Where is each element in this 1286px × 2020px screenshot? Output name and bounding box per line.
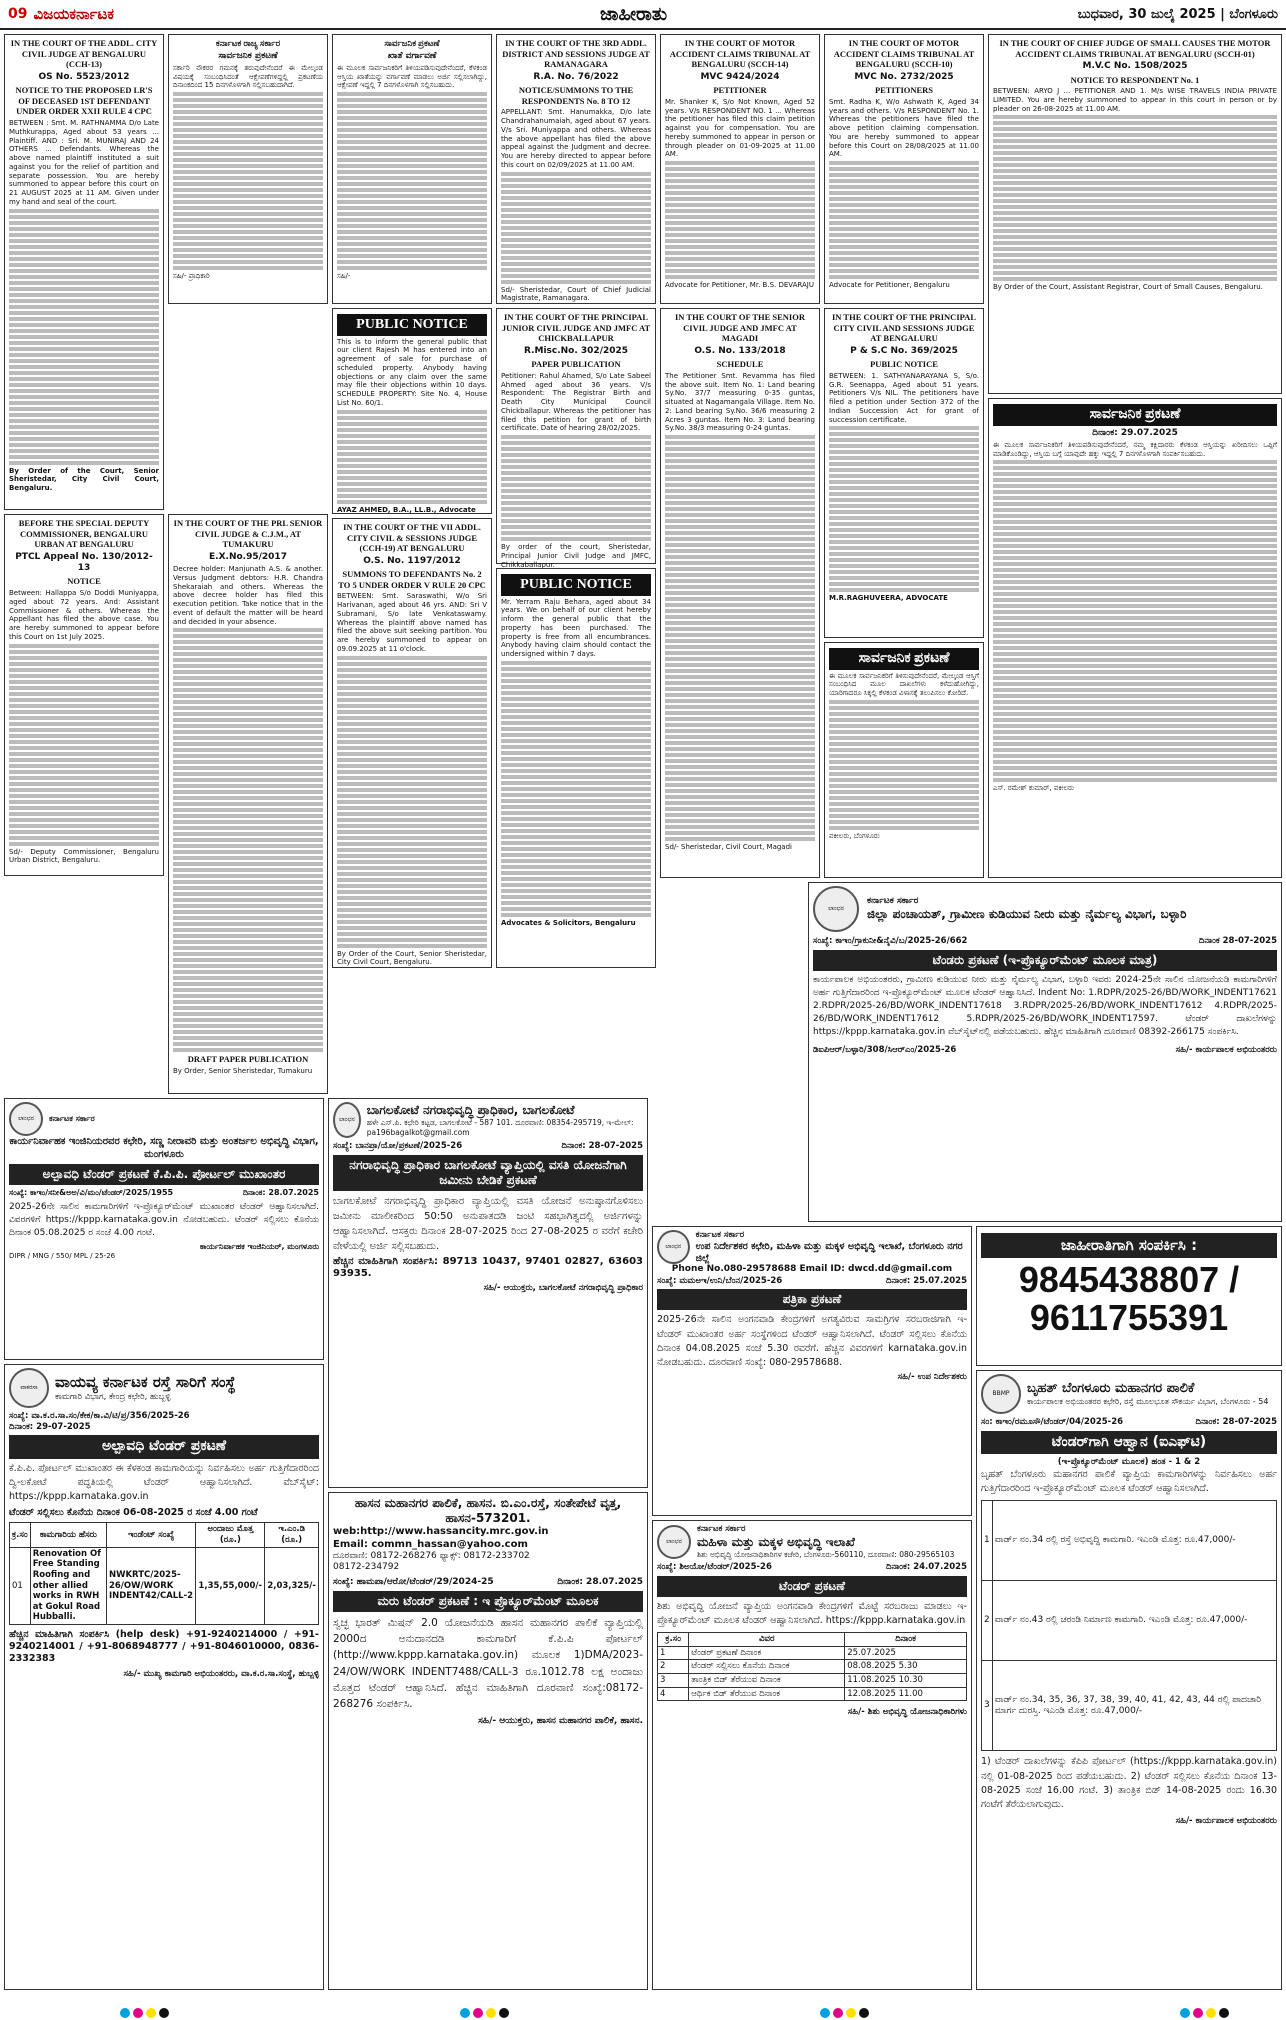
notice-body: The Petitioner Smt. Revamma has filed the above suit. Item No. 1: Land bearing Sy.No. 37/7 measuring 0-35 guntas, situated at Nagamangala Village. Item No. 2: Land bearing Sy.No. 36/6 measuring 2 Acres 3 guntas. Item No. 3: Land bearing Sy.No. 38/3 measuring 0-24 guntas. bbox=[665, 371, 815, 433]
tender-sign: ಸಹಿ/- ಕಾರ್ಯಪಾಲಕ ಅಭಿಯಂತರರು bbox=[1175, 1816, 1277, 1827]
notice-psc-369 bbox=[824, 308, 984, 638]
org-phone: ದೂರವಾಣಿ: 08172-268276 ಫ್ಯಾಕ್ಸ್: 08172-233702 bbox=[333, 1551, 530, 1561]
ref-date: ದಿನಾಂಕ 28-07-2025 bbox=[1198, 936, 1277, 946]
govt-label: ಕರ್ನಾಟಕ ಸರ್ಕಾರ bbox=[695, 1230, 745, 1240]
mangaluru-tender bbox=[4, 1098, 324, 1360]
notice-body: Petitioner: Rahul Ahamed, S/o Late Sabeel Ahmed aged about 36 years. V/s Respondent: The Registrar Birth and Death City Municipal Council Chickballapur. Whereas the petitioner has filed this petition for grant of birth certificate. Date of hearing 28/02/2025. bbox=[501, 371, 651, 433]
karnataka-emblem-icon: ಲಾಂಛನ bbox=[657, 1525, 691, 1559]
col-header: ದಿನಾಂಕ bbox=[845, 1633, 967, 1647]
paper-name: ವಿಜಯಕರ್ನಾಟಕ bbox=[33, 5, 115, 23]
yellow-dot-icon bbox=[146, 2008, 156, 2018]
notice-os-5523 bbox=[4, 34, 164, 510]
cyan-dot-icon bbox=[1180, 2008, 1190, 2018]
ref-date: ದಿನಾಂಕ: 25.07.2025 bbox=[886, 1275, 967, 1286]
notice-title: PETITIONERS bbox=[874, 85, 934, 96]
notice-case: OS No. 5523/2012 bbox=[38, 71, 130, 82]
notice-body: BETWEEN: 1. SATHYANARAYANA S, S/o. G.R. Seenappa, Aged about 51 years. Petitioners V/s NIL. The petitioners have filed a petition under Section 372 of the Indian Succession Act for grant of succession certificate. bbox=[829, 371, 979, 424]
public-notice-2 bbox=[496, 568, 656, 968]
notice-sign: ವಕೀಲರು, ಬೆಂಗಳೂರು bbox=[829, 831, 880, 840]
yellow-dot-icon bbox=[486, 2008, 496, 2018]
works-table bbox=[981, 1500, 1277, 1751]
notice-sign: By Order of the Court, Senior Sheristedar, City Civil Court, Bengaluru. bbox=[9, 466, 159, 492]
notice-sign: AYAZ AHMED, B.A., LL.B., Advocate bbox=[337, 505, 476, 514]
notice-title: NOTICE/SUMMONS TO THE RESPONDENTS No. 8 TO 12 bbox=[518, 85, 634, 106]
notice-court: BEFORE THE SPECIAL DEPUTY COMMISSIONER, BENGALURU URBAN AT BENGALURU bbox=[18, 518, 150, 550]
table-cell: ವಾರ್ಡ್ ನಂ.43 ರಲ್ಲಿ ಚರಂಡಿ ನಿರ್ಮಾಣ ಕಾಮಗಾರಿ. ಇಎಂಡಿ ಮೊತ್ತ: ರೂ.47,000/- bbox=[992, 1581, 1276, 1661]
notice-kannada-2 bbox=[332, 34, 492, 304]
govt-label: ಕರ್ನಾಟಕ ಸರ್ಕಾರ bbox=[49, 1114, 95, 1123]
notice-court: ಸಾರ್ವಜನಿಕ ಪ್ರಕಟಣೆ bbox=[384, 38, 440, 48]
col-header: ವಿವರ bbox=[689, 1633, 845, 1647]
ref-number: ಸಂಖ್ಯೆ: ಬಾನಪ್ರಾ/ಯೋ/ಪ್ರಕಟಣೆ/2025-26 bbox=[333, 1141, 463, 1151]
tender-body: ಶಿಶು ಅಭಿವೃದ್ಧಿ ಯೋಜನೆ ವ್ಯಾಪ್ತಿಯ ಅಂಗನವಾಡಿ ಕೇಂದ್ರಗಳಿಗೆ ಮೊಟ್ಟೆ ಸರಬರಾಜು ಮಾಡಲು ಇ-ಪ್ರೊಕ್ಯೂರ್‌ಮೆಂಟ್ ಮೂಲಕ ಟೆಂಡರ್ ಆಹ್ವಾನಿಸಲಾಗಿದೆ. https://kppp.karnataka.gov.in bbox=[657, 1600, 967, 1626]
notice-body: ಈ ಮೂಲಕ ಸಾರ್ವಜನಿಕರಿಗೆ ತಿಳಿಯಪಡಿಸುವುದೇನೆಂದರೆ, ನಮ್ಮ ಕಕ್ಷಿದಾರರು ಕೆಳಕಂಡ ಆಸ್ತಿಯನ್ನು ಖರೀದಿಸಲು ಒಪ್ಪಿಗೆ ಮಾಡಿಕೊಂಡಿದ್ದು, ಆಸ್ತಿಯ ಬಗ್ಗೆ ಯಾವುದೇ ಹಕ್ಕು ಇದ್ದಲ್ಲಿ 7 ದಿನಗಳೊಳಗಾಗಿ ಸಂಪರ್ಕಿಸಬಹುದು. bbox=[993, 440, 1277, 458]
notice-title: SCHEDULE bbox=[716, 359, 764, 370]
tender-title: ಅಲ್ಪಾವಧಿ ಟೆಂಡರ್ ಪ್ರಕಟಣೆ bbox=[9, 1435, 319, 1459]
ref-number: ಸಂ: ಕಾಇಂ/ರಮೂಸೌ/ಟೆಂಡರ್/04/2025-26 bbox=[981, 1417, 1124, 1427]
tender-deadline: ಟೆಂಡರ್ ಸಲ್ಲಿಸಲು ಕೊನೆಯ ದಿನಾಂಕ 06-08-2025 ರ ಸಂಜೆ 4.00 ಗಂಟೆ bbox=[9, 1506, 258, 1518]
tender-subtitle: (ಇ-ಪ್ರೊಕ್ಯೂರ್‌ಮೆಂಟ್ ಮೂಲಕ) ಹಂತ - 1 & 2 bbox=[1057, 1457, 1201, 1468]
yellow-dot-icon bbox=[846, 2008, 856, 2018]
yellow-dot-icon bbox=[1206, 2008, 1216, 2018]
notice-court: ಕರ್ನಾಟಕ ರಾಜ್ಯ ಸರ್ಕಾರ bbox=[215, 38, 281, 48]
ref-date: ದಿನಾಂಕ: 28.07.2025 bbox=[557, 1576, 643, 1587]
karnataka-emblem-icon: ಲಾಂಛನ bbox=[9, 1102, 43, 1136]
table-cell: 1 bbox=[658, 1646, 689, 1660]
tender-body: ಬೃಹತ್ ಬೆಂಗಳೂರು ಮಹಾನಗರ ಪಾಲಿಕೆ ವ್ಯಾಪ್ತಿಯ ಕಾಮಗಾರಿಗಳನ್ನು ನಿರ್ವಹಿಸಲು ಅರ್ಹ ಗುತ್ತಿಗೆದಾರರಿಂದ ಇ-ಪ್ರೊಕ್ಯೂರ್‌ಮೆಂಟ್ ಮೂಲಕ ಟೆಂಡರ್ ಆಹ್ವಾನಿಸಲಾಗಿದೆ. bbox=[981, 1468, 1277, 1494]
tender-sign: ಸಹಿ/- ಕಾರ್ಯಪಾಲಕ ಅಭಿಯಂತರರು bbox=[1175, 1044, 1277, 1055]
section-title: ಜಾಹೀರಾತು bbox=[600, 4, 668, 25]
nwkrtc-logo-icon: ವಾಕರಸಾ bbox=[9, 1368, 49, 1408]
ref-date: ದಿನಾಂಕ: 28-07-2025 bbox=[1195, 1417, 1277, 1427]
notice-sign: ಸಹಿ/- ಉಪ ನಿರ್ದೇಶಕರು bbox=[897, 1372, 967, 1383]
table-cell: 11.08.2025 10.30 bbox=[845, 1674, 967, 1688]
notice-case: ಸಾರ್ವಜನಿಕ ಪ್ರಕಟಣೆ bbox=[218, 50, 278, 61]
table-cell: 12.08.2025 11.00 bbox=[845, 1687, 967, 1701]
notice-title: PUBLIC NOTICE bbox=[870, 359, 938, 370]
contact-numbers: ಹೆಚ್ಚಿನ ಮಾಹಿತಿಗಾಗಿ ಸಂಪರ್ಕಿಸಿ: 89713 10437, 97401 02827, 63603 93935. bbox=[333, 1255, 643, 1280]
tender-title: ಟೆಂಡರ್ ಪ್ರಕಟಣೆ bbox=[657, 1576, 967, 1597]
table-cell: 3 bbox=[658, 1674, 689, 1688]
notice-body: APPELLANT: Smt. Hanumakka, D/o late Chandrahanumaiah, aged about 67 years. V/s Sri. Muniyappa and others. Whereas the above appellant has filed the above appeal against the Judgment and decree. You are hereby directed to appear before this court on 02/09/2025 at 11.00 AM. bbox=[501, 108, 651, 169]
notice-kannada-1 bbox=[168, 34, 328, 304]
ref-number: ಸಂಖ್ಯೆ: ಶಿಅಯೋ/ಟೆಂಡರ್/2025-26 bbox=[657, 1562, 772, 1572]
dwcd-press-note bbox=[652, 1226, 972, 1516]
notice-rmisc-302 bbox=[496, 308, 656, 569]
public-notice-1 bbox=[332, 308, 492, 514]
table-cell: 25.07.2025 bbox=[845, 1646, 967, 1660]
notice-sign: ಎಸ್. ರಮೇಶ್ ಕುಮಾರ್, ವಕೀಲರು bbox=[993, 784, 1075, 793]
dept-address: ಹಳೇ ಎಸ್.ಪಿ. ಕಛೇರಿ ಕಟ್ಟಡ, ಬಾಗಲಕೋಟೆ - 587 101. ದೂರವಾಣಿ: 08354-295719, ಇ-ಮೇಲ್: pa196bagalkot@gmail.com bbox=[366, 1118, 634, 1137]
tender-sign: ಕಾರ್ಯನಿರ್ವಾಹಕ ಇಂಜಿನಿಯರ್, ಮಂಗಳೂರು bbox=[199, 1242, 319, 1252]
table-cell: 1,35,55,000/- bbox=[196, 1547, 265, 1624]
issue-date: ಬುಧವಾರ, 30 ಜುಲೈ 2025 | ಬೆಂಗಳೂರು bbox=[1077, 6, 1278, 22]
org-name: ಬೃಹತ್ ಬೆಂಗಳೂರು ಮಹಾನಗರ ಪಾಲಿಕೆ bbox=[1027, 1380, 1195, 1396]
ref-number: ಸಂಖ್ಯೆ: ಮಮಅಇ/ಉನಿ/ಬೆಂನ/2025-26 bbox=[657, 1275, 783, 1286]
notice-title: PAPER PUBLICATION bbox=[531, 359, 621, 370]
magenta-dot-icon bbox=[1193, 2008, 1203, 2018]
org-email[interactable]: Email: commn_hassan@yahoo.com bbox=[333, 1538, 528, 1550]
notice-case: O.S. No. 133/2018 bbox=[694, 345, 786, 356]
notice-court: IN THE COURT OF CHIEF JUDGE OF SMALL CAUSES THE MOTOR ACCIDENT CLAIMS TRIBUNAL AT BENGALURU (SCCH-01) bbox=[999, 38, 1271, 59]
notice-court: IN THE COURT OF THE 3RD ADDL. DISTRICT AND SESSIONS JUDGE AT RAMANAGARA bbox=[502, 38, 650, 70]
ref-date: ದಿನಾಂಕ: 29-07-2025 bbox=[9, 1421, 91, 1432]
notice-case: E.X.No.95/2017 bbox=[209, 551, 287, 562]
table-row bbox=[982, 1581, 1277, 1661]
cyan-dot-icon bbox=[120, 2008, 130, 2018]
tender-sign: ಸಹಿ/- ಶಿಶು ಅಭಿವೃದ್ಧಿ ಯೋಜನಾಧಿಕಾರಿಗಳು bbox=[847, 1707, 967, 1718]
notice-title: NOTICE TO RESPONDENT No. 1 bbox=[1070, 74, 1200, 85]
black-dot-icon bbox=[1219, 2008, 1229, 2018]
tender-sign: ಸಹಿ/- ಆಯುಕ್ತರು, ಹಾಸನ ಮಹಾನಗರ ಪಾಲಿಕೆ, ಹಾಸನ. bbox=[478, 1716, 643, 1727]
tender-table bbox=[9, 1522, 319, 1625]
notice-kannada-4 bbox=[824, 642, 984, 878]
dipr-code: ಡಿಐಪಿಆರ್/ಬಳ್ಳಾರಿ/308/ಸಿಆರ್‌ಎಂ/2025-26 bbox=[813, 1044, 957, 1055]
table-row bbox=[658, 1687, 967, 1701]
bbmp-tender bbox=[976, 1370, 1282, 1990]
org-sub: ಕಾರ್ಯಪಾಲಕ ಅಭಿಯಂತರರ ಕಛೇರಿ, ರಸ್ತೆ ಮೂಲಭೂತ ಸೌಕರ್ಯ ವಿಭಾಗ, ಬೆಂಗಳೂರು - 54 bbox=[1027, 1397, 1269, 1407]
cyan-dot-icon bbox=[820, 2008, 830, 2018]
org-name: ವಾಯವ್ಯ ಕರ್ನಾಟಕ ರಸ್ತೆ ಸಾರಿಗೆ ಸಂಸ್ಥೆ bbox=[55, 1373, 236, 1392]
notice-sign: By Order of the Court, Senior Sheristedar, City Civil Court, Bengaluru. bbox=[337, 949, 487, 967]
notice-ex-95 bbox=[168, 514, 328, 1094]
notice-heading: PUBLIC NOTICE bbox=[501, 574, 651, 596]
table-row bbox=[982, 1661, 1277, 1751]
notice-mvc-1508 bbox=[988, 34, 1282, 394]
notice-mvc-2732 bbox=[824, 34, 984, 304]
table-cell: 01 bbox=[10, 1547, 31, 1624]
tender-title: ಅಲ್ಪಾವಧಿ ಟೆಂಡರ್ ಪ್ರಕಟಣೆ ಕೆ.ಪಿ.ಪಿ. ಪೋರ್ಟಲ್ ಮುಖಾಂತರ bbox=[9, 1164, 319, 1185]
page-number: 09 bbox=[8, 6, 28, 22]
notice-case: MVC 9424/2024 bbox=[700, 71, 780, 82]
table-cell: NWKRTC/2025-26/OW/WORK INDENT42/CALL-2 bbox=[106, 1547, 195, 1624]
ref-number: ಸಂಖ್ಯೆ: ಕಾಇಂ/ಗ್ರಾಕುನೀ&ನೈವಿ/ಬ/2025-26/662 bbox=[813, 936, 968, 946]
table-cell: ಆರ್ಥಿಕ ಬಿಡ್ ತೆರೆಯುವ ದಿನಾಂಕ bbox=[689, 1687, 845, 1701]
notice-sign: Advocate for Petitioner, Bengaluru bbox=[829, 281, 950, 289]
ballari-tender bbox=[808, 882, 1282, 1222]
notice-sign: ಸಹಿ/- ಪ್ರಾಧಿಕಾರಿ bbox=[173, 272, 210, 281]
nwkrtc-tender bbox=[4, 1364, 324, 1990]
dept-name: ಜಿಲ್ಲಾ ಪಂಚಾಯತ್, ಗ್ರಾಮೀಣ ಕುಡಿಯುವ ನೀರು ಮತ್ತು ನೈರ್ಮಲ್ಯ ವಿಭಾಗ, ಬಳ್ಳಾರಿ bbox=[867, 907, 1187, 922]
dept-name: ಮಹಿಳಾ ಮತ್ತು ಮಕ್ಕಳ ಅಭಿವೃದ್ಧಿ ಇಲಾಖೆ bbox=[697, 1534, 855, 1549]
notice-body: BETWEEN: ARYO J ... PETITIONER AND 1. M/s WISE TRAVELS INDIA PRIVATE LIMITED. You are hereby summoned to appear in this court in person or by pleader on 26-08-2025 at 11.00 AM. bbox=[993, 87, 1277, 113]
dipr-code: DIPR / MNG / 550/ MPL / 25-26 bbox=[9, 1252, 116, 1261]
notice-body: Decree holder: Manjunath A.S. & another. Versus Judgment debtors: H.R. Chandra Shekaraiah and others. Whereas the above decree holder has filed this execution petition. Take notice that in the event of default the matter will be heard and decided in your absence. bbox=[173, 565, 323, 626]
dept-name: ಉಪ ನಿರ್ದೇಶಕರ ಕಛೇರಿ, ಮಹಿಳಾ ಮತ್ತು ಮಕ್ಕಳ ಅಭಿವೃದ್ಧಿ ಇಲಾಖೆ, ಬೆಂಗಳೂರು ನಗರ ಜಿಲ್ಲೆ bbox=[695, 1240, 963, 1264]
notice-court: IN THE COURT OF THE PRINCIPAL JUNIOR CIVIL JUDGE AND JMFC AT CHICKBALLAPUR bbox=[501, 312, 651, 344]
helpdesk-contact: ಹೆಚ್ಚಿನ ಮಾಹಿತಿಗಾಗಿ ಸಂಪರ್ಕಿಸಿ (help desk) +91-9240214000 / +91-9240214001 / +91-8068948777 / +91-8046010000, 0836-2332383 bbox=[9, 1629, 319, 1664]
notice-case: PTCL Appeal No. 130/2012-13 bbox=[15, 551, 153, 574]
dept-name: ಕಾರ್ಯನಿರ್ವಾಹಕ ಇಂಜಿನಿಯರವರ ಕಛೇರಿ, ಸಣ್ಣ ನೀರಾವರಿ ಮತ್ತು ಅಂತರ್ಜಲ ಅಭಿವೃದ್ಧಿ ವಿಭಾಗ, ಮಂಗಳೂರು bbox=[9, 1136, 319, 1160]
registration-marks bbox=[120, 2008, 169, 2018]
ref-date: ದಿನಾಂಕ: 28-07-2025 bbox=[561, 1141, 643, 1151]
black-dot-icon bbox=[499, 2008, 509, 2018]
notice-ptcl-130 bbox=[4, 514, 164, 876]
notice-case: R.A. No. 76/2022 bbox=[533, 71, 619, 82]
notice-title: DRAFT PAPER PUBLICATION bbox=[187, 1054, 309, 1065]
table-cell: 2,03,325/- bbox=[265, 1547, 319, 1624]
registration-marks bbox=[460, 2008, 509, 2018]
notice-body: This is to inform the general public that our client Rajesh M has entered into an agreement of sale for purchase of scheduled property. Anybody having objections or any claim over the same may file their objections within 10 days. SCHEDULE PROPERTY: Site No. 4, House List No. 60/1. bbox=[337, 337, 487, 407]
notice-body: BETWEEN: Smt. Saraswathi, W/o Sri Harivanan, aged about 46 yrs. AND: Sri V Subramani, S/o late Venkataswamy. Whereas the plaintiff above named has filed the above suit seeking partition. You are hereby summoned to appear on 09.09.2025 at 11 o'clock. bbox=[337, 592, 487, 653]
tender-body: 2025-26ನೇ ಸಾಲಿನ ಕಾಮಗಾರಿಗಳಿಗೆ ಇ-ಪ್ರೊಕ್ಯೂರ್‌ಮೆಂಟ್ ಮುಖಾಂತರ ಟೆಂಡರ್ ಆಹ್ವಾನಿಸಲಾಗಿದೆ. ವಿವರಗಳಿಗೆ https://kppp.karnataka.gov.in ನೋಡಬಹುದು. ಟೆಂಡರ್ ಸಲ್ಲಿಸಲು ಕೊನೆಯ ದಿನಾಂಕ 05.08.2025 ರ ಸಂಜೆ 4.00 ಗಂಟೆ. bbox=[9, 1202, 319, 1239]
notice-case: R.Misc.No. 302/2025 bbox=[523, 345, 629, 356]
notice-court: IN THE COURT OF THE VII ADDL. CITY CIVIL & SESSIONS JUDGE (CCH-19) AT BENGALURU bbox=[343, 522, 481, 554]
notice-sign: ಸಹಿ/- ಆಯುಕ್ತರು, ಬಾಗಲಕೋಟೆ ನಗರಾಭಿವೃದ್ಧಿ ಪ್ರಾಧಿಕಾರ bbox=[483, 1282, 643, 1293]
karnataka-emblem-icon: ಲಾಂಛನ bbox=[657, 1230, 690, 1264]
col-header: ಕಾಮಗಾರಿಯ ಹೆಸರು bbox=[30, 1523, 106, 1547]
notice-sign: By Order, Senior Sheristedar, Tumakuru bbox=[173, 1067, 313, 1075]
notice-title: ಪತ್ರಿಕಾ ಪ್ರಕಟಣೆ bbox=[657, 1289, 967, 1310]
notice-title: NOTICE TO THE PROPOSED LR'S OF DECEASED 1ST DEFENDANT UNDER ORDER XXII RULE 4 CPC bbox=[15, 85, 153, 117]
table-cell: 2 bbox=[982, 1581, 993, 1661]
ad-contact-box bbox=[976, 1226, 1282, 1366]
tender-title: ಮರು ಟೆಂಡರ್ ಪ್ರಕಟಣೆ : ಇ ಪ್ರೊಕ್ಯೂರ್‌ಮೆಂಟ್ ಮೂಲಕ bbox=[333, 1591, 643, 1612]
govt-label: ಕರ್ನಾಟಕ ಸರ್ಕಾರ bbox=[867, 895, 919, 906]
notice-sign: ಸಹಿ/- bbox=[337, 272, 351, 281]
notice-case: ಖಾತೆ ವರ್ಗಾವಣೆ bbox=[387, 50, 437, 61]
dwcd-tender bbox=[652, 1520, 972, 1990]
col-header: ಕ್ರ.ಸಂ bbox=[10, 1523, 31, 1547]
notice-os-133 bbox=[660, 308, 820, 878]
notice-case: O.S. No. 1197/2012 bbox=[363, 555, 461, 566]
table-cell: 4 bbox=[658, 1687, 689, 1701]
notice-body: Mr. Yerram Raju Behara, aged about 34 years. We on behalf of our client hereby inform the general public that the property has been purchased. The property is free from all encumbrances. Anybody having claim should contact the undersigned within 7 days. bbox=[501, 597, 651, 658]
org-website[interactable]: web:http://www.hassancity.mrc.gov.in bbox=[333, 1526, 549, 1537]
notice-sign: M.R.RAGHUVEERA, ADVOCATE bbox=[829, 594, 948, 603]
table-cell: ಟೆಂಡರ್ ಪ್ರಕಟಣೆ ದಿನಾಂಕ bbox=[689, 1646, 845, 1660]
table-row bbox=[658, 1646, 967, 1660]
bagalkot-notice bbox=[328, 1098, 648, 1488]
tender-title: ಟೆಂಡರ್‌ಗಾಗಿ ಆಹ್ವಾನ (ಐಎಫ್‌ಟಿ) bbox=[981, 1431, 1277, 1455]
registration-marks bbox=[1180, 2008, 1229, 2018]
table-row bbox=[658, 1674, 967, 1688]
tender-notes: 1) ಟೆಂಡರ್ ದಾಖಲೆಗಳನ್ನು ಕೆಪಿಪಿ ಪೋರ್ಟಲ್ (https://kppp.karnataka.gov.in) ನಲ್ಲಿ 01-08-2025 ರಿಂದ ಪಡೆಯಬಹುದು. 2) ಟೆಂಡರ್ ಸಲ್ಲಿಸಲು ಕೊನೆಯ ದಿನಾಂಕ 13-08-2025 ಸಂಜೆ 16.00 ಗಂಟೆ. 3) ತಾಂತ್ರಿಕ ಬಿಡ್ 14-08-2025 ರಂದು 16.30 ಗಂಟೆಗೆ ತೆರೆಯಲಾಗುವುದು. bbox=[981, 1756, 1277, 1810]
black-dot-icon bbox=[159, 2008, 169, 2018]
notice-body: ಈ ಮೂಲಕ ಸಾರ್ವಜನಿಕರಿಗೆ ತಿಳಿಸುವುದೇನೆಂದರೆ, ಮೇಲ್ಕಂಡ ಆಸ್ತಿಗೆ ಸಂಬಂಧಿಸಿದ ಮೂಲ ದಾಖಲೆಗಳು ಕಳೆದುಹೋಗಿದ್ದು, ಯಾರಿಗಾದರೂ ಸಿಕ್ಕಲ್ಲಿ ಕೆಳಕಂಡ ವಿಳಾಸಕ್ಕೆ ತಲುಪಿಸಲು ಕೋರಿದೆ. bbox=[829, 671, 979, 697]
notice-court: IN THE COURT OF THE PRINCIPAL CITY CIVIL AND SESSIONS JUDGE AT BENGALURU bbox=[832, 312, 976, 344]
table-cell: 1 bbox=[982, 1501, 993, 1581]
registration-marks bbox=[820, 2008, 869, 2018]
col-header: ಕ್ರ.ಸಂ bbox=[658, 1633, 689, 1647]
notice-title: NOTICE bbox=[67, 576, 101, 587]
table-cell: ವಾರ್ಡ್ ನಂ.34 ರಲ್ಲಿ ರಸ್ತೆ ಅಭಿವೃದ್ಧಿ ಕಾಮಗಾರಿ. ಇಎಂಡಿ ಮೊತ್ತ: ರೂ.47,000/- bbox=[992, 1501, 1276, 1581]
org-name: ಹಾಸನ ಮಹಾನಗರ ಪಾಲಿಕೆ, ಹಾಸನ. ಬಿ.ಎಂ.ರಸ್ತೆ, ಸಂತೇಪೇಟೆ ವೃತ್ತ, ಹಾಸನ-573201. bbox=[354, 1496, 622, 1525]
notice-title: SUMMONS TO DEFENDANTS No. 2 TO 5 UNDER ORDER V RULE 20 CPC bbox=[338, 569, 486, 590]
notice-heading: PUBLIC NOTICE bbox=[337, 314, 487, 336]
tender-body: ಕೆ.ಪಿ.ಪಿ. ಪೋರ್ಟಲ್ ಮುಖಾಂತರ ಈ ಕೆಳಕಂಡ ಕಾಮಗಾರಿಯನ್ನು ನಿರ್ವಹಿಸಲು ಅರ್ಹ ಗುತ್ತಿಗೆದಾರರಿಂದ ದ್ವಿ-ಲಕೋಟೆ ಪದ್ಧತಿಯಲ್ಲಿ ಟೆಂಡರ್ ಆಹ್ವಾನಿಸಲಾಗಿದೆ. ವೆಬ್‌ಸೈಟ್: https://kppp.karnataka.gov.in bbox=[9, 1462, 319, 1503]
notice-body: ಸರ್ಕಾರಿ ನೌಕರರ ಗಮನಕ್ಕೆ ತರುವುದೇನೆಂದರೆ ಈ ಮೇಲ್ಕಂಡ ವಿಷಯಕ್ಕೆ ಸಂಬಂಧಿಸಿದಂತೆ ಆಕ್ಷೇಪಣೆಗಳಿದ್ದಲ್ಲಿ ಪ್ರಕಟಣೆಯ ದಿನಾಂಕದಿಂದ 15 ದಿನಗಳೊಳಗಾಗಿ ಸಲ್ಲಿಸಬಹುದಾಗಿದೆ. bbox=[173, 63, 323, 90]
bbmp-logo-icon: BBMP bbox=[981, 1374, 1021, 1414]
notice-court: IN THE COURT OF THE PRL SENIOR CIVIL JUDGE & C.J.M., AT TUMAKURU bbox=[173, 518, 323, 550]
col-header: ಇ.ಎಂ.ಡಿ (ರೂ.) bbox=[265, 1523, 319, 1547]
ref-date: ದಿನಾಂಕ: 24.07.2025 bbox=[886, 1562, 967, 1572]
org-sub: ಕಾಮಗಾರಿ ವಿಭಾಗ, ಕೇಂದ್ರ ಕಛೇರಿ, ಹುಬ್ಬಳ್ಳಿ bbox=[55, 1392, 171, 1403]
notice-case: P & S.C No. 369/2025 bbox=[850, 345, 958, 356]
ad-phone-1[interactable]: 9845438807 / bbox=[1018, 1258, 1240, 1300]
notice-body: ಈ ಮೂಲಕ ಸಾರ್ವಜನಿಕರಿಗೆ ತಿಳಿಯಪಡಿಸುವುದೇನೆಂದರೆ, ಕೆಳಕಂಡ ಆಸ್ತಿಯ ಖಾತೆಯನ್ನು ವರ್ಗಾವಣೆ ಮಾಡಲು ಅರ್ಜಿ ಸಲ್ಲಿಸಲಾಗಿದ್ದು, ಆಕ್ಷೇಪಣೆ ಇದ್ದಲ್ಲಿ 7 ದಿನಗಳೊಳಗಾಗಿ ಸಲ್ಲಿಸಬಹುದು. bbox=[337, 63, 487, 90]
ref-date: ದಿನಾಂಕ: 28.07.2025 bbox=[242, 1188, 319, 1197]
notice-case: MVC No. 2732/2025 bbox=[854, 71, 954, 82]
dept-name: ಬಾಗಲಕೋಟೆ ನಗರಾಭಿವೃದ್ಧಿ ಪ್ರಾಧಿಕಾರ, ಬಾಗಲಕೋಟೆ bbox=[366, 1103, 575, 1118]
ref-number: ಸಂಖ್ಯೆ: ವಾ.ಕ.ರ.ಸಾ.ಸಂ/ಕೇಕ/ಕಾ.ವಿ/ಟಿ/ಪ್ರ/356/2025-26 bbox=[9, 1411, 190, 1421]
notice-case: M.V.C No. 1508/2025 bbox=[1082, 61, 1188, 72]
table-cell: ವಾರ್ಡ್ ನಂ.34, 35, 36, 37, 38, 39, 40, 41, 42, 43, 44 ರಲ್ಲಿ ಪಾದಚಾರಿ ಮಾರ್ಗ ದುರಸ್ತಿ. ಇಎಂಡಿ ಮೊತ್ತ: ರೂ.47,000/- bbox=[992, 1661, 1276, 1751]
table-cell: Renovation Of Free Standing Roofing and other allied works in RWH at Gokul Road Hubballi. bbox=[30, 1547, 106, 1624]
table-cell: 3 bbox=[982, 1661, 993, 1751]
table-row bbox=[658, 1660, 967, 1674]
govt-label: ಕರ್ನಾಟಕ ಸರ್ಕಾರ bbox=[697, 1524, 746, 1534]
magenta-dot-icon bbox=[133, 2008, 143, 2018]
notice-case: ದಿನಾಂಕ: 29.07.2025 bbox=[1092, 427, 1178, 438]
ref-number: ಸಂಖ್ಯೆ: ಕಾಇಂ/ಸನೀ&ಅಅ/ವಿ/ಮಂ/ಟೆಂಡರ್/2025/1955 bbox=[9, 1188, 174, 1197]
magenta-dot-icon bbox=[473, 2008, 483, 2018]
dept-contact: Phone No.080-29578688 Email ID: dwcd.dd@gmail.com bbox=[671, 1264, 953, 1275]
notice-court: IN THE COURT OF THE SENIOR CIVIL JUDGE AND JMFC AT MAGADI bbox=[675, 312, 805, 344]
tender-body: ಸ್ವಚ್ಛ ಭಾರತ್ ಮಿಷನ್ 2.0 ಯೋಜನೆಯಡಿ ಹಾಸನ ಮಹಾನಗರ ಪಾಲಿಕೆ ವ್ಯಾಪ್ತಿಯಲ್ಲಿ 2000ದ ಅನುದಾನದಡಿ ಕಾಮಗಾರಿಗೆ ಕೆ.ಪಿ.ಪಿ ಪೋರ್ಟಲ್ (http://www.kppp.karnataka.gov.in) ಮೂಲಕ 1)DMA/2023-24/OW/WORK INDENT7488/CALL-3 ರೂ.1012.78 ಲಕ್ಷ ಅಂದಾಜು ಮೊತ್ತದ ಟೆಂಡರ್ ಆಹ್ವಾನಿಸಿದೆ. ಹೆಚ್ಚಿನ ಮಾಹಿತಿಗಾಗಿ ದೂರವಾಣಿ ಸಂಖ್ಯೆ:08172-268276 ಸಂಪರ್ಕಿಸಿ. bbox=[333, 1616, 643, 1711]
notice-mvc-9424 bbox=[660, 34, 820, 304]
schedule-table bbox=[657, 1632, 967, 1701]
table-cell: 08.08.2025 5.30 bbox=[845, 1660, 967, 1674]
col-header: ಇಂಡೆಂಟ್ ಸಂಖ್ಯೆ bbox=[106, 1523, 195, 1547]
ad-contact-label: ಜಾಹೀರಾತಿಗಾಗಿ ಸಂಪರ್ಕಿಸಿ : bbox=[981, 1233, 1277, 1258]
notice-sign: Sd/- Sheristedar, Civil Court, Magadi bbox=[665, 843, 792, 851]
magenta-dot-icon bbox=[833, 2008, 843, 2018]
hassan-tender bbox=[328, 1492, 648, 1990]
karnataka-emblem-icon: ಲಾಂಛನ bbox=[813, 886, 859, 932]
notice-body: BETWEEN : Smt. M. RATHNAMMA D/o Late Muthkurappa, Aged about 53 years ... Plaintiff. AND : Sri. M. MUNIRAJ AND 24 OTHERS ... Defendants. Whereas the above named plaintiff instituted a suit against you for the relief of partition and separate possession. You are hereby summoned to appear before this court on 21 AUGUST 2025 at 11 AM. Given under my hand and seal of the court. bbox=[9, 119, 159, 206]
notice-kannada-3 bbox=[988, 398, 1282, 878]
notice-court: IN THE COURT OF THE ADDL. CITY CIVIL JUDGE AT BENGALURU (CCH-13) bbox=[10, 38, 158, 70]
dept-address: ಶಿಶು ಅಭಿವೃದ್ಧಿ ಯೋಜನಾಧಿಕಾರಿಗಳ ಕಚೇರಿ, ಬೆಂಗಳೂರು-560110, ದೂರವಾಣಿ: 080-29565103 bbox=[697, 1549, 955, 1559]
notice-body: Between: Hallappa S/o Doddi Muniyappa, aged about 72 years. And: Assistant Commissioner & others. Whereas the Appellant has filed the above case. You are hereby summoned to appear before this Court on 1st July 2025. bbox=[9, 589, 159, 641]
col-header: ಅಂದಾಜು ಮೊತ್ತ (ರೂ.) bbox=[196, 1523, 265, 1547]
notice-heading: ಸಾರ್ವಜನಿಕ ಪ್ರಕಟಣೆ bbox=[829, 648, 979, 670]
ad-phone-2[interactable]: 9611755391 bbox=[1029, 1296, 1229, 1338]
table-cell: 2 bbox=[658, 1660, 689, 1674]
black-dot-icon bbox=[859, 2008, 869, 2018]
notice-court: IN THE COURT OF MOTOR ACCIDENT CLAIMS TRIBUNAL AT BENGALURU (SCCH-14) bbox=[669, 38, 811, 70]
notice-body: 2025-26ನೇ ಸಾಲಿನ ಅಂಗನವಾಡಿ ಕೇಂದ್ರಗಳಿಗೆ ಅಗತ್ಯವಿರುವ ಸಾಮಗ್ರಿಗಳ ಸರಬರಾಜಿಗಾಗಿ ಇ-ಟೆಂಡರ್ ಮುಖಾಂತರ ಅರ್ಹ ಸಂಸ್ಥೆಗಳಿಂದ ಟೆಂಡರ್ ಆಹ್ವಾನಿಸಲಾಗಿದೆ. ಟೆಂಡರ್ ಸಲ್ಲಿಸಲು ಕೊನೆಯ ದಿನಾಂಕ 04.08.2025 ಸಂಜೆ 5.30 ರವರೆಗೆ. ಹೆಚ್ಚಿನ ವಿವರಗಳಿಗೆ karnataka.gov.in ನೋಡಬಹುದು. ದೂರವಾಣಿ ಸಂಖ್ಯೆ: 080-29578688. bbox=[657, 1314, 967, 1368]
table-row bbox=[10, 1547, 319, 1624]
notice-sign: Sd/- Deputy Commissioner, Bengaluru Urban District, Bengaluru. bbox=[9, 847, 159, 865]
notice-body: ಬಾಗಲಕೋಟೆ ನಗರಾಭಿವೃದ್ಧಿ ಪ್ರಾಧಿಕಾರ ವ್ಯಾಪ್ತಿಯಲ್ಲಿ ವಸತಿ ಯೋಜನೆ ಅನುಷ್ಠಾನಗೊಳಿಸಲು ಜಮೀನು ಮಾಲೀಕರಿಂದ 50:50 ಅನುಪಾತದಡಿ ಜಂಟಿ ಸಹಭಾಗಿತ್ವದಲ್ಲಿ ಅರ್ಜಿಗಳನ್ನು ಆಹ್ವಾನಿಸಲಾಗಿದೆ. ಆಸಕ್ತರು ದಿನಾಂಕ 28-07-2025 ರಿಂದ 27-08-2025 ರ ವರೆಗೆ ಕಚೇರಿ ವೇಳೆಯಲ್ಲಿ ಅರ್ಜಿ ಸಲ್ಲಿಸಬಹುದು. bbox=[333, 1195, 643, 1252]
table-cell: ತಾಂತ್ರಿಕ ಬಿಡ್ ತೆರೆಯುವ ದಿನಾಂಕ bbox=[689, 1674, 845, 1688]
notice-sign: Advocates & Solicitors, Bengaluru bbox=[501, 918, 636, 927]
notice-title: ನಗರಾಭಿವೃದ್ಧಿ ಪ್ರಾಧಿಕಾರ ಬಾಗಲಕೋಟೆ ವ್ಯಾಪ್ತಿಯಲ್ಲಿ ವಸತಿ ಯೋಜನೆಗಾಗಿ ಜಮೀನು ಬೇಡಿಕೆ ಪ್ರಕಟಣೆ bbox=[333, 1155, 643, 1191]
notice-sign: Advocate for Petitioner, Mr. B.S. DEVARAJU bbox=[665, 281, 814, 289]
cyan-dot-icon bbox=[460, 2008, 470, 2018]
notice-ra-76 bbox=[496, 34, 656, 304]
table-row bbox=[982, 1501, 1277, 1581]
table-cell: ಟೆಂಡರ್ ಸಲ್ಲಿಸಲು ಕೊನೆಯ ದಿನಾಂಕ bbox=[689, 1660, 845, 1674]
notice-sign: By Order of the Court, Assistant Registrar, Court of Small Causes, Bengaluru. bbox=[993, 283, 1263, 292]
tender-sign: ಸಹಿ/- ಮುಖ್ಯ ಕಾಮಗಾರಿ ಅಭಿಯಂತರರು, ವಾ.ಕ.ರ.ಸಾ.ಸಂಸ್ಥೆ, ಹುಬ್ಬಳ್ಳಿ bbox=[123, 1668, 319, 1679]
notice-os-1197 bbox=[332, 518, 492, 968]
authority-logo-icon: ಲಾಂಛನ bbox=[333, 1102, 361, 1138]
ref-number: ಸಂಖ್ಯೆ: ಹಾಮಪಾ/ಆರೋ/ಟೆಂಡರ್/29/2024-25 bbox=[333, 1576, 494, 1587]
notice-body: Smt. Radha K, W/o Ashwath K, Aged 34 years and others. V/s RESPONDENT No. 1. Whereas the petitioners have filed the above petition claiming compensation. You are hereby summoned to appear before this Court on 28/08/2025 at 11.00 AM. bbox=[829, 97, 979, 159]
tender-body: ಕಾರ್ಯಪಾಲಕ ಅಭಿಯಂತರರು, ಗ್ರಾಮೀಣ ಕುಡಿಯುವ ನೀರು ಮತ್ತು ನೈರ್ಮಲ್ಯ ವಿಭಾಗ, ಬಳ್ಳಾರಿ ಇವರು 2024-25ನೇ ಸಾಲಿನ ಯೋಜನೆಯಡಿ ಕಾಮಗಾರಿಗಳಿಗೆ ಅರ್ಹ ಗುತ್ತಿಗೆದಾರರಿಂದ ಇ-ಪ್ರೊಕ್ಯೂರ್‌ಮೆಂಟ್ ಮೂಲಕ ಟೆಂಡರ್ ಆಹ್ವಾನಿಸಿದೆ. Indent No: 1.RDPR/2025-26/BD/WORK_INDENT17621 2.RDPR/2025-26/BD/WORK_INDENT17618 3.RDPR/2025-26/BD/WORK_INDENT17612 4.RDPR/2025-26/BD/WORK_INDENT17612 5.RDPR/2025-26/BD/WORK_INDENT17597. ಟೆಂಡರ್ ದಾಖಲೆಗಳನ್ನು https://kppp.karnataka.gov.in ವೆಬ್‌ಸೈಟ್‌ನಲ್ಲಿ ಪಡೆಯಬಹುದು. ಹೆಚ್ಚಿನ ಮಾಹಿತಿಗಾಗಿ ದೂರವಾಣಿ 08392-266175 ಸಂಪರ್ಕಿಸಿ. bbox=[813, 974, 1277, 1037]
org-fax: 08172-234792 bbox=[333, 1562, 400, 1573]
notice-body: Mr. Shanker K, S/o Not Known, Aged 52 years. V/s RESPONDENT NO. 1 ... Whereas the petitioner has filed this claim petition against you for compensation. You are hereby summoned to appear in person or through pleader on 01-09-2025 at 11.00 AM. bbox=[665, 97, 815, 159]
notice-sign: By order of the court, Sheristedar, Principal Junior Civil Judge and JMFC, Chikkaballapur. bbox=[501, 543, 651, 569]
notice-court: IN THE COURT OF MOTOR ACCIDENT CLAIMS TRIBUNAL AT BENGALURU (SCCH-10) bbox=[833, 38, 975, 70]
notice-sign: Sd/- Sheristedar, Court of Chief Judicial Magistrate, Ramanagara. bbox=[501, 285, 651, 303]
page-header bbox=[0, 0, 1286, 30]
notice-heading: ಸಾರ್ವಜನಿಕ ಪ್ರಕಟಣೆ bbox=[993, 404, 1277, 426]
tender-title: ಟೆಂಡರು ಪ್ರಕಟಣೆ (ಇ-ಪ್ರೊಕ್ಯೂರ್‌ಮೆಂಟ್ ಮೂಲಕ ಮಾತ್ರ) bbox=[813, 950, 1277, 971]
notice-title: PETITIONER bbox=[713, 85, 767, 96]
